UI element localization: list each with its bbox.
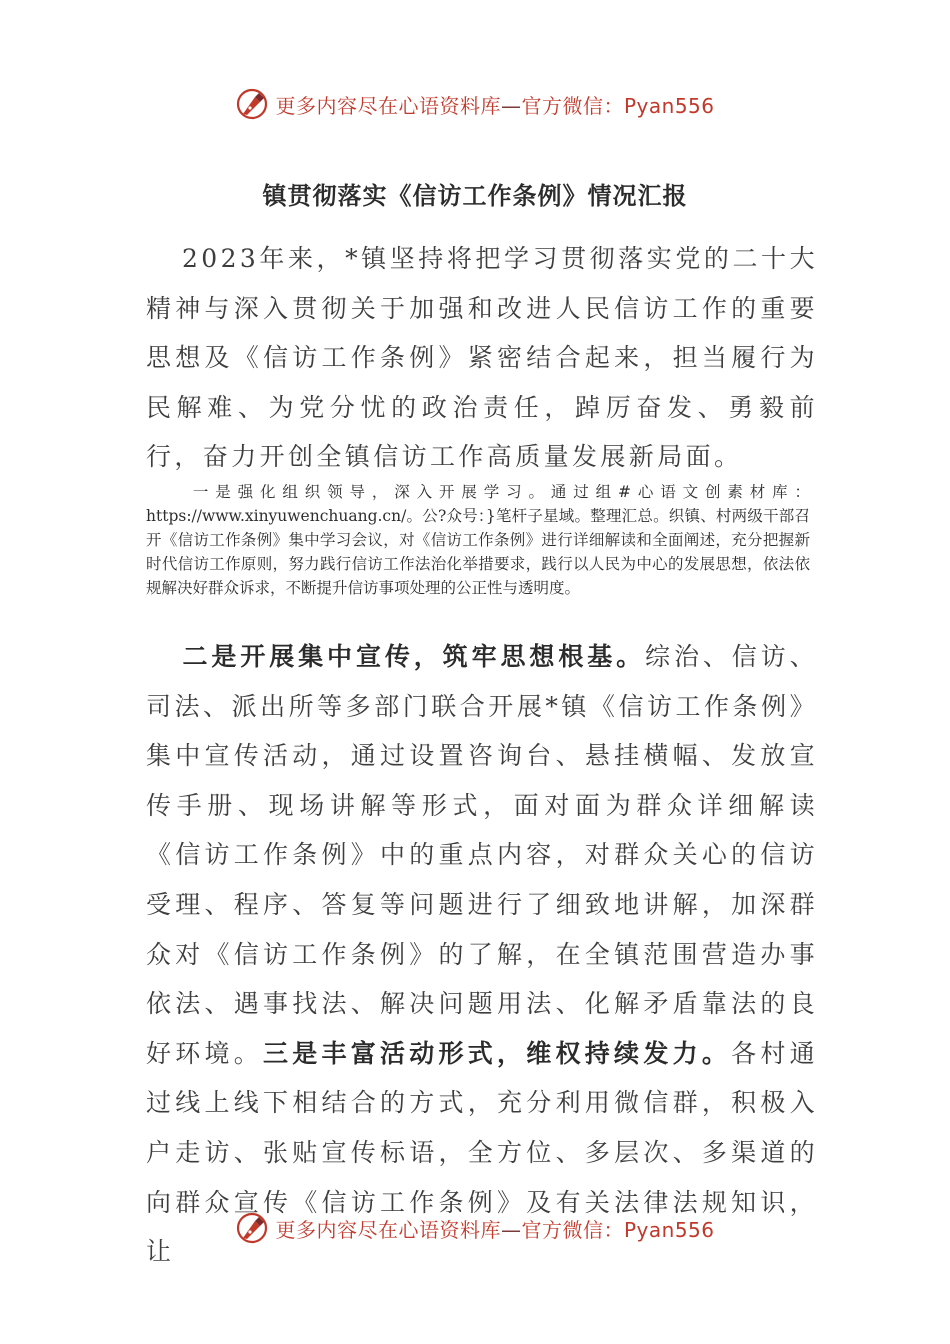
intro-paragraph: 2023年来，*镇坚持将把学习贯彻落实党的二十大精神与深入贯彻关于加强和改进人民信访工作的重要思想及《信访工作条例》紧密结合起来，担当履行为民解难、为党分忧的政治责任，踔厉奋发、勇毅前行，奋力开创全镇信访工作高质量发展新局面。 [146, 244, 818, 472]
point-two-heading: 二是开展集中宣传，筑牢思想根基。 [182, 642, 646, 671]
point-three-body: 各村通过线上线下相结合的方式，充分利用微信群，积极入户走访、张贴宣传标语，全方位、多层次、多渠道的向群众宣传《信访工作条例》及有关法律法规知识，让 [146, 1038, 818, 1267]
point-three-heading: 三是丰富活动形式，维权持续发力。 [263, 1038, 732, 1068]
point-one-paragraph: 一是强化组织领导，深入开展学习。通过组#心语文创素材库：https://www.xinyuwenchuang.cn/。公?众号：}笔杆子星域。整理汇总。织镇、村两级干部召开《信访工作条例》集中学习会议，对《信访工作条例》进行详细解读和全面阐述，充分把握新时代信访工作原则，努力践行信访工作法治化举措要求，践行以人民为中心的发展思想，依法依规解决好群众诉求，不断提升信访事项处理的公正性与透明度。 [146, 483, 810, 597]
page-title: 镇贯彻落实《信访工作条例》情况汇报 [262, 182, 688, 210]
pen-nib-icon [235, 87, 269, 121]
point-two-body: 综治、信访、司法、派出所等多部门联合开展*镇《信访工作条例》集中宣传活动，通过设置咨询台、悬挂横幅、发放宣传手册、现场讲解等形式，面对面为群众详细解读《信访工作条例》中的重点内容，对群众关心的信访受理、程序、答复等问题进行了细致地讲解，加深群众对《信访工作条例》的了解，在全镇范围营造办事依法、遇事找法、解决问题用法、化解矛盾靠法的良好环境。 [146, 642, 818, 1068]
point-two-three-paragraph [146, 632, 818, 1277]
footer-watermark [0, 1208, 950, 1248]
watermark-text: 更多内容尽在心语资料库—官方微信：Pyan556 [275, 1217, 715, 1242]
pen-nib-icon [235, 1211, 269, 1245]
header-watermark [0, 84, 950, 124]
watermark-text: 更多内容尽在心语资料库—官方微信：Pyan556 [275, 93, 715, 118]
